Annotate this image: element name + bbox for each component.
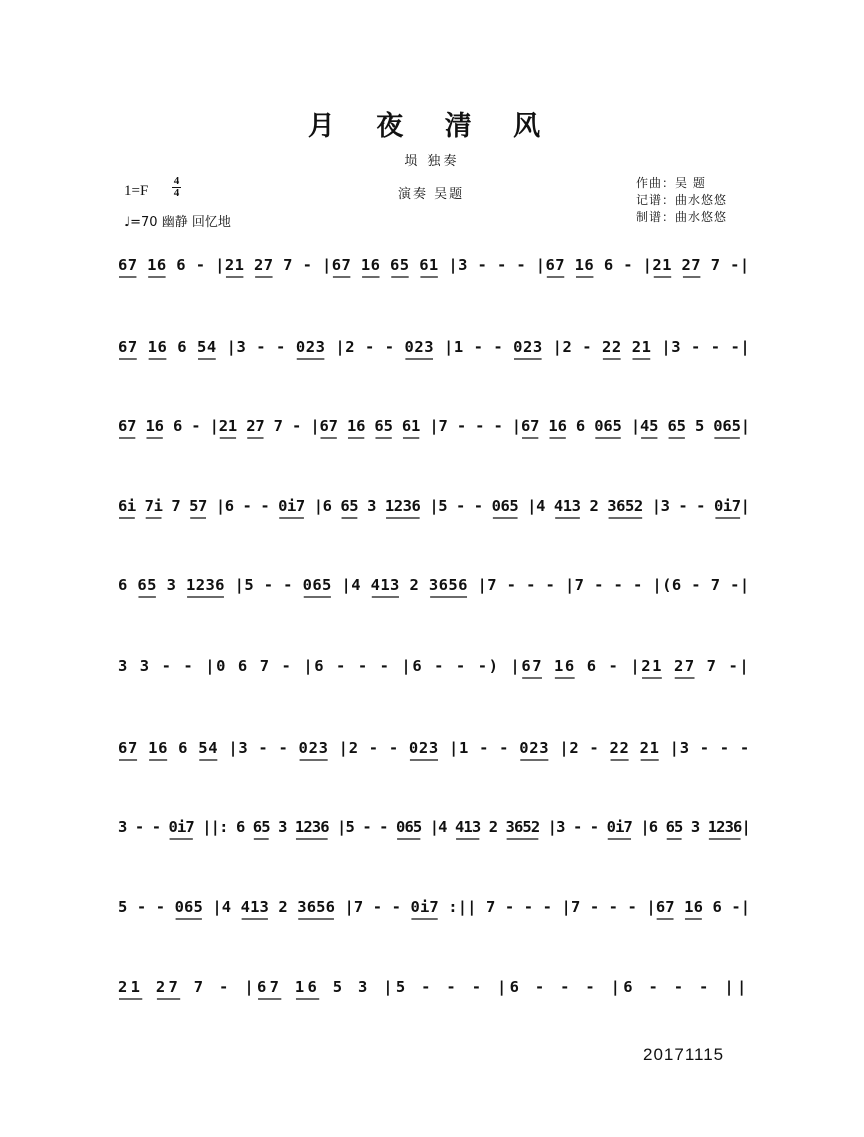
score-line-text: 67 16 6 - |21 27 7 - |67 16 65 61 |7 - - - |67 16 6 065 |45 65 5 065| bbox=[118, 417, 750, 435]
song-title: 月 夜 清 风 bbox=[307, 111, 557, 142]
score-line bbox=[118, 576, 752, 606]
score-line bbox=[118, 739, 752, 769]
score-line-text: 67 16 6 54 |3 - - 023 |2 - - 023 |1 - - 023 |2 - 22 21 |3 - - - bbox=[118, 739, 750, 757]
score-line-text: 6 65 3 1236 |5 - - 065 |4 413 2 3656 |7 - - - |7 - - - |(6 - 7 -| bbox=[118, 576, 750, 594]
score-line bbox=[118, 978, 752, 1008]
score-line-text: 21 27 7 - |67 16 5 3 |5 - - - |6 - - - |6 - - - || bbox=[118, 978, 750, 996]
score-line bbox=[118, 417, 752, 447]
score-line-text: 67 16 6 54 |3 - - 023 |2 - - 023 |1 - - 023 |2 - 22 21 |3 - - -| bbox=[118, 338, 751, 356]
score-line bbox=[118, 657, 752, 687]
score-line-text: 3 - - 0i7 ||: 6 65 3 1236 |5 - - 065 |4 413 2 3652 |3 - - 0i7 |6 65 3 1236| bbox=[118, 818, 750, 836]
tempo-marking: ♩=70 幽静 回忆地 bbox=[124, 215, 231, 230]
instrument-label: 埙 独奏 bbox=[404, 154, 460, 169]
score-line bbox=[118, 256, 752, 286]
key-signature: 1=F bbox=[124, 183, 149, 199]
credits-block bbox=[636, 175, 727, 226]
score-line-text: 5 - - 065 |4 413 2 3656 |7 - - 0i7 :|| 7 - - - |7 - - - |67 16 6 -| bbox=[118, 898, 751, 916]
score-line-text: 3 3 - - |0 6 7 - |6 - - - |6 - - -) |67 16 6 - |21 27 7 -| bbox=[118, 657, 751, 675]
score-line bbox=[118, 338, 752, 368]
performer-label: 演奏 吴题 bbox=[398, 187, 465, 202]
credit-typesetter: 制谱：曲水悠悠 bbox=[636, 210, 728, 224]
time-signature bbox=[172, 176, 181, 199]
credit-composer: 作曲：吴 题 bbox=[636, 176, 706, 190]
time-signature-top: 4 bbox=[173, 175, 180, 187]
credit-transcriber: 记谱：曲水悠悠 bbox=[636, 193, 728, 207]
score-line bbox=[118, 898, 752, 928]
score-line bbox=[118, 818, 752, 848]
score-line-text: 67 16 6 - |21 27 7 - |67 16 65 61 |3 - - - |67 16 6 - |21 27 7 -| bbox=[118, 256, 750, 274]
score-date: 20171115 bbox=[643, 1045, 725, 1064]
score-line bbox=[118, 497, 752, 527]
time-signature-bottom: 4 bbox=[173, 187, 180, 199]
score-line-text: 6i 7i 7 57 |6 - - 0i7 |6 65 3 1236 |5 - - 065 |4 413 2 3652 |3 - - 0i7| bbox=[118, 497, 750, 515]
